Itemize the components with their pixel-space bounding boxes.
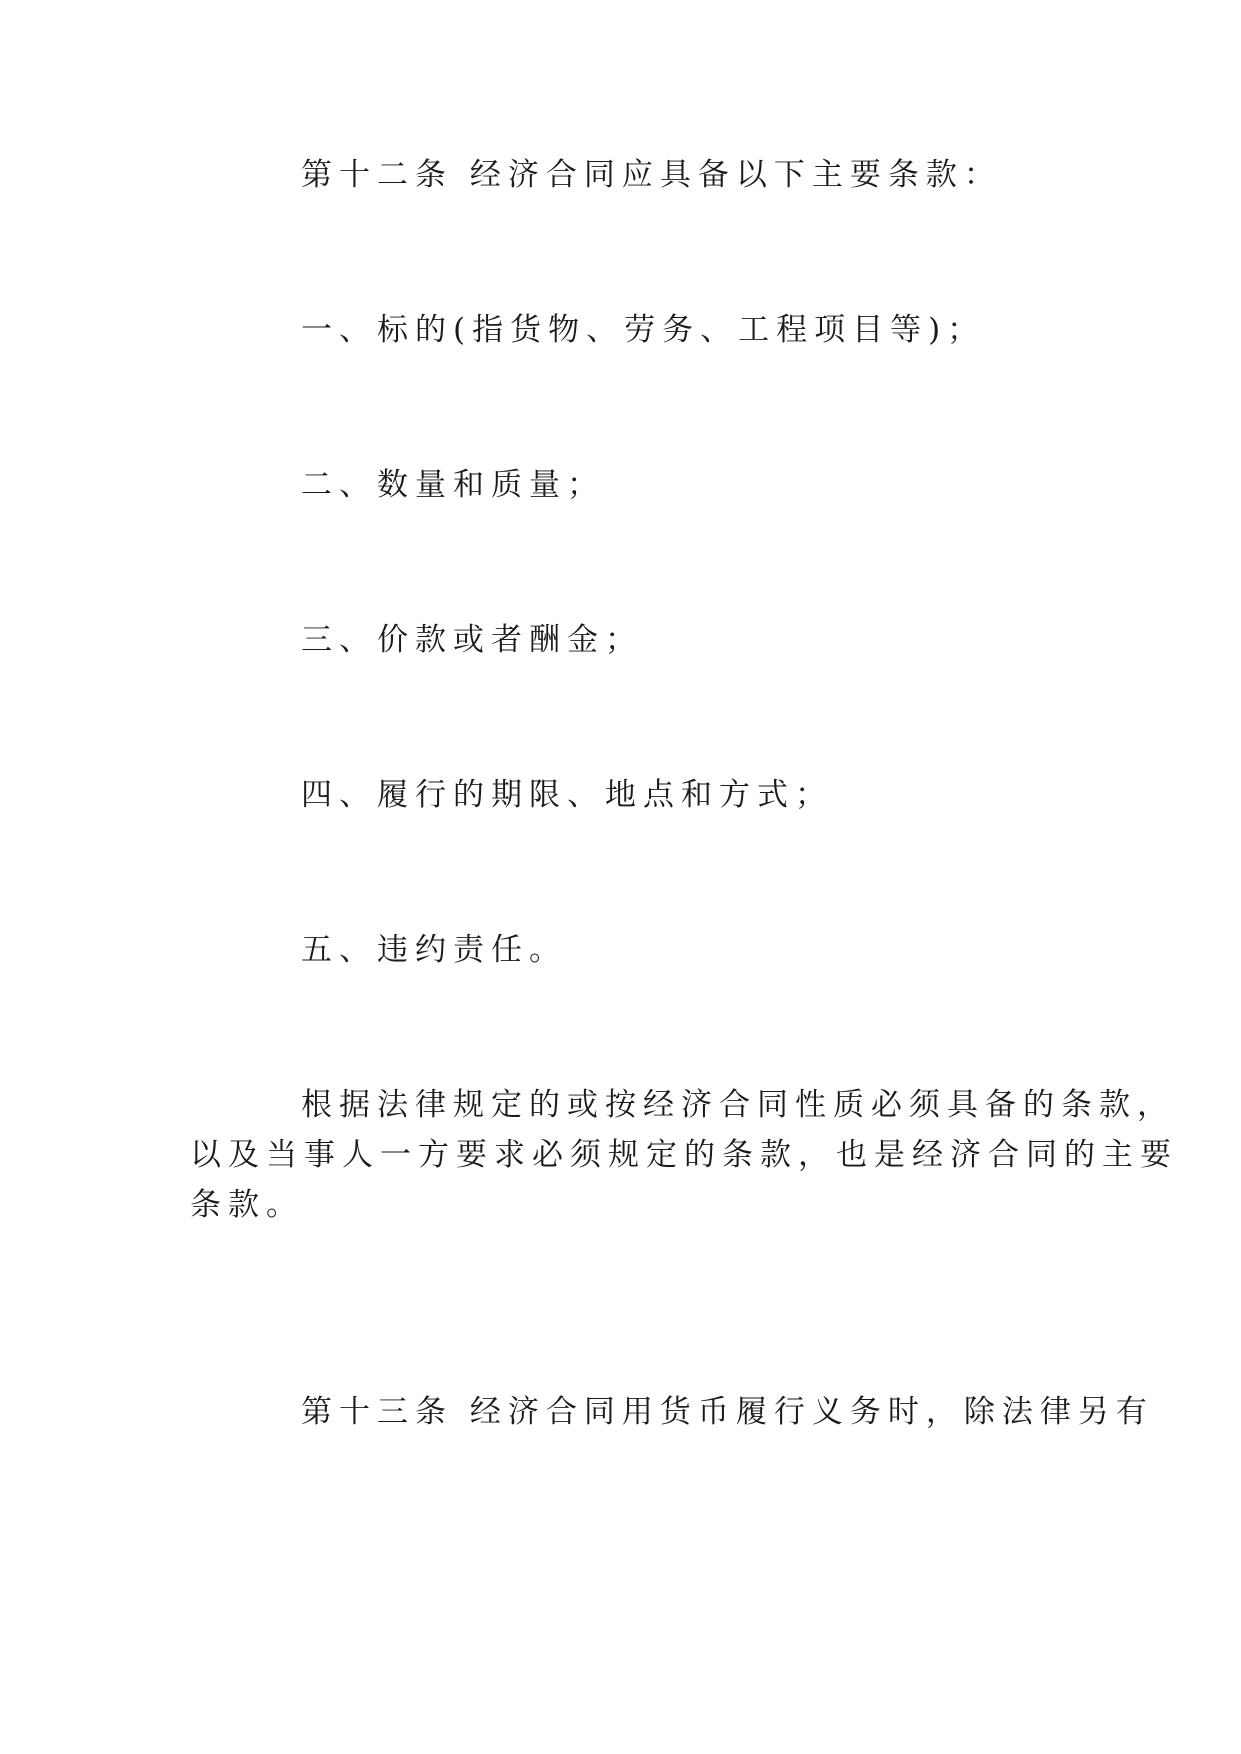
supplementary-paragraph (190, 1080, 1178, 1230)
clause-item-5: 五、违约责任。 (301, 932, 567, 968)
clause-item-2: 二、数量和质量； (301, 467, 605, 503)
article-13-heading: 第十三条 经济合同用货币履行义务时，除法律另有 (301, 1394, 1154, 1430)
paragraph-line: 条款。 (190, 1187, 304, 1223)
paragraph-line: 以及当事人一方要求必须规定的条款，也是经济合同的主要 (190, 1137, 1178, 1173)
article-12-heading: 第十二条 经济合同应具备以下主要条款： (301, 157, 1002, 193)
clause-item-4: 四、履行的期限、地点和方式； (301, 777, 833, 813)
clause-item-3: 三、价款或者酬金； (301, 622, 643, 658)
paragraph-line: 根据法律规定的或按经济合同性质必须具备的条款， (301, 1087, 1175, 1123)
clause-item-1: 一、标的(指货物、劳务、工程项目等)； (301, 312, 986, 348)
